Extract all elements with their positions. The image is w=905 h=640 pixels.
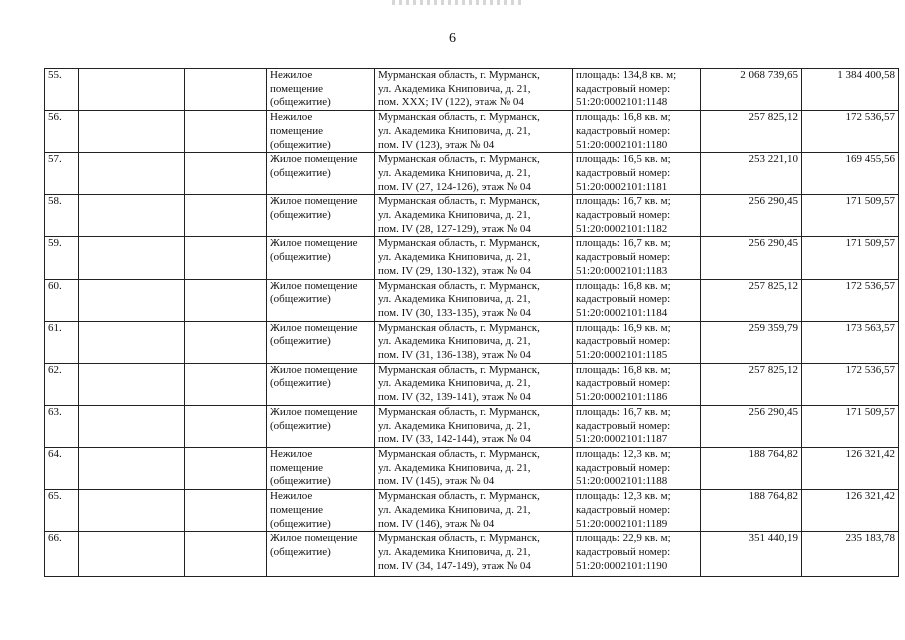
property-type-cell: Нежилое помещение (общежитие) xyxy=(267,111,375,153)
value-1-cell: 256 290,45 xyxy=(701,237,802,279)
address-cell: Мурманская область, г. Мурманск, ул. Академика Книповича, д. 21, пом. IV (28, 127-129), этаж № 04 xyxy=(375,195,573,237)
row-number-cell: 62. xyxy=(45,363,79,405)
property-table-body xyxy=(45,69,899,577)
page-number: 6 xyxy=(449,31,456,46)
area-cadastral-cell: площадь: 16,8 кв. м; кадастровый номер: 51:20:0002101:1186 xyxy=(573,363,701,405)
row-number-cell: 57. xyxy=(45,153,79,195)
table-row xyxy=(45,153,899,195)
table-row xyxy=(45,490,899,532)
table-row xyxy=(45,237,899,279)
table-row xyxy=(45,363,899,405)
value-2-cell: 126 321,42 xyxy=(802,447,899,489)
value-1-cell: 188 764,82 xyxy=(701,447,802,489)
value-1-cell: 188 764,82 xyxy=(701,490,802,532)
address-cell: Мурманская область, г. Мурманск, ул. Академика Книповича, д. 21, пом. IV (33, 142-144), этаж № 04 xyxy=(375,405,573,447)
value-1-cell: 257 825,12 xyxy=(701,363,802,405)
row-number-cell: 59. xyxy=(45,237,79,279)
area-cadastral-cell: площадь: 16,7 кв. м; кадастровый номер: 51:20:0002101:1183 xyxy=(573,237,701,279)
row-number-cell: 63. xyxy=(45,405,79,447)
empty-cell xyxy=(79,532,185,577)
empty-cell xyxy=(79,111,185,153)
table-row xyxy=(45,195,899,237)
value-1-cell: 351 440,19 xyxy=(701,532,802,577)
empty-cell xyxy=(79,321,185,363)
empty-cell xyxy=(185,405,267,447)
property-type-cell: Жилое помещение (общежитие) xyxy=(267,321,375,363)
empty-cell xyxy=(185,321,267,363)
area-cadastral-cell: площадь: 12,3 кв. м; кадастровый номер: 51:20:0002101:1189 xyxy=(573,490,701,532)
empty-cell xyxy=(185,195,267,237)
property-type-cell: Жилое помещение (общежитие) xyxy=(267,363,375,405)
table-row xyxy=(45,532,899,577)
table-row xyxy=(45,405,899,447)
empty-cell xyxy=(79,447,185,489)
table-row xyxy=(45,111,899,153)
row-number-cell: 64. xyxy=(45,447,79,489)
empty-cell xyxy=(79,153,185,195)
value-2-cell: 173 563,57 xyxy=(802,321,899,363)
table-row xyxy=(45,321,899,363)
empty-cell xyxy=(79,363,185,405)
row-number-cell: 61. xyxy=(45,321,79,363)
address-cell: Мурманская область, г. Мурманск, ул. Академика Книповича, д. 21, пом. IV (145), этаж № 04 xyxy=(375,447,573,489)
value-2-cell: 171 509,57 xyxy=(802,195,899,237)
area-cadastral-cell: площадь: 16,7 кв. м; кадастровый номер: 51:20:0002101:1182 xyxy=(573,195,701,237)
value-2-cell: 172 536,57 xyxy=(802,111,899,153)
row-number-cell: 60. xyxy=(45,279,79,321)
property-type-cell: Жилое помещение (общежитие) xyxy=(267,237,375,279)
value-2-cell: 171 509,57 xyxy=(802,405,899,447)
area-cadastral-cell: площадь: 16,7 кв. м; кадастровый номер: 51:20:0002101:1187 xyxy=(573,405,701,447)
area-cadastral-cell: площадь: 12,3 кв. м; кадастровый номер: 51:20:0002101:1188 xyxy=(573,447,701,489)
value-2-cell: 169 455,56 xyxy=(802,153,899,195)
area-cadastral-cell: площадь: 16,8 кв. м; кадастровый номер: 51:20:0002101:1184 xyxy=(573,279,701,321)
address-cell: Мурманская область, г. Мурманск, ул. Академика Книповича, д. 21, пом. IV (34, 147-149), этаж № 04 xyxy=(375,532,573,577)
area-cadastral-cell: площадь: 22,9 кв. м; кадастровый номер: 51:20:0002101:1190 xyxy=(573,532,701,577)
empty-cell xyxy=(185,532,267,577)
empty-cell xyxy=(79,69,185,111)
table-row xyxy=(45,69,899,111)
empty-cell xyxy=(79,405,185,447)
address-cell: Мурманская область, г. Мурманск, ул. Академика Книповича, д. 21, пом. IV (32, 139-141), этаж № 04 xyxy=(375,363,573,405)
value-2-cell: 126 321,42 xyxy=(802,490,899,532)
empty-cell xyxy=(79,490,185,532)
address-cell: Мурманская область, г. Мурманск, ул. Академика Книповича, д. 21, пом. IV (27, 124-126), этаж № 04 xyxy=(375,153,573,195)
empty-cell xyxy=(79,279,185,321)
area-cadastral-cell: площадь: 16,9 кв. м; кадастровый номер: 51:20:0002101:1185 xyxy=(573,321,701,363)
property-type-cell: Жилое помещение (общежитие) xyxy=(267,405,375,447)
address-cell: Мурманская область, г. Мурманск, ул. Академика Книповича, д. 21, пом. IV (30, 133-135), этаж № 04 xyxy=(375,279,573,321)
row-number-cell: 58. xyxy=(45,195,79,237)
value-2-cell: 1 384 400,58 xyxy=(802,69,899,111)
property-type-cell: Жилое помещение (общежитие) xyxy=(267,279,375,321)
property-type-cell: Нежилое помещение (общежитие) xyxy=(267,447,375,489)
table-row xyxy=(45,447,899,489)
row-number-cell: 66. xyxy=(45,532,79,577)
empty-cell xyxy=(185,69,267,111)
address-cell: Мурманская область, г. Мурманск, ул. Академика Книповича, д. 21, пом. IV (29, 130-132), этаж № 04 xyxy=(375,237,573,279)
address-cell: Мурманская область, г. Мурманск, ул. Академика Книповича, д. 21, пом. IV (31, 136-138), этаж № 04 xyxy=(375,321,573,363)
value-1-cell: 257 825,12 xyxy=(701,279,802,321)
table-row xyxy=(45,279,899,321)
property-type-cell: Жилое помещение (общежитие) xyxy=(267,532,375,577)
property-type-cell: Жилое помещение (общежитие) xyxy=(267,153,375,195)
empty-cell xyxy=(79,237,185,279)
empty-cell xyxy=(185,153,267,195)
property-type-cell: Жилое помещение (общежитие) xyxy=(267,195,375,237)
value-1-cell: 256 290,45 xyxy=(701,405,802,447)
address-cell: Мурманская область, г. Мурманск, ул. Академика Книповича, д. 21, пом. IV (146), этаж № 04 xyxy=(375,490,573,532)
value-2-cell: 171 509,57 xyxy=(802,237,899,279)
row-number-cell: 56. xyxy=(45,111,79,153)
value-2-cell: 172 536,57 xyxy=(802,363,899,405)
row-number-cell: 65. xyxy=(45,490,79,532)
property-type-cell: Нежилое помещение (общежитие) xyxy=(267,69,375,111)
area-cadastral-cell: площадь: 16,8 кв. м; кадастровый номер: 51:20:0002101:1180 xyxy=(573,111,701,153)
value-1-cell: 2 068 739,65 xyxy=(701,69,802,111)
empty-cell xyxy=(185,111,267,153)
area-cadastral-cell: площадь: 16,5 кв. м; кадастровый номер: 51:20:0002101:1181 xyxy=(573,153,701,195)
value-1-cell: 257 825,12 xyxy=(701,111,802,153)
address-cell: Мурманская область, г. Мурманск, ул. Академика Книповича, д. 21, пом. XXX; IV (122), этаж № 04 xyxy=(375,69,573,111)
value-1-cell: 256 290,45 xyxy=(701,195,802,237)
empty-cell xyxy=(79,195,185,237)
value-2-cell: 172 536,57 xyxy=(802,279,899,321)
address-cell: Мурманская область, г. Мурманск, ул. Академика Книповича, д. 21, пом. IV (123), этаж № 04 xyxy=(375,111,573,153)
empty-cell xyxy=(185,363,267,405)
property-table xyxy=(44,68,899,577)
property-type-cell: Нежилое помещение (общежитие) xyxy=(267,490,375,532)
area-cadastral-cell: площадь: 134,8 кв. м; кадастровый номер: 51:20:0002101:1148 xyxy=(573,69,701,111)
empty-cell xyxy=(185,279,267,321)
empty-cell xyxy=(185,447,267,489)
value-1-cell: 259 359,79 xyxy=(701,321,802,363)
empty-cell xyxy=(185,237,267,279)
value-2-cell: 235 183,78 xyxy=(802,532,899,577)
value-1-cell: 253 221,10 xyxy=(701,153,802,195)
scan-artifact xyxy=(392,0,522,5)
row-number-cell: 55. xyxy=(45,69,79,111)
empty-cell xyxy=(185,490,267,532)
